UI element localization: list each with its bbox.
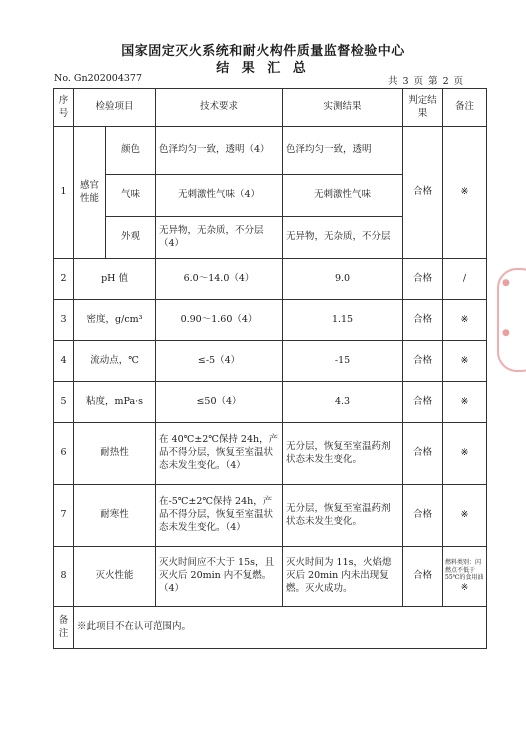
cell-item: 灭火性能 xyxy=(74,547,156,607)
header-result: 实测结果 xyxy=(283,89,403,127)
footer-note: ※此项目不在认可范围内。 xyxy=(74,607,487,649)
cell-requirement: 在-5℃±2℃保持 24h，产品不得分层，恢复至室温状态未发生变化。（4） xyxy=(156,485,283,547)
cell-result: 色泽均匀一致，透明 xyxy=(283,127,403,175)
table-row xyxy=(54,259,487,300)
cell-requirement: 无异物，无杂质，不分层（4） xyxy=(156,217,283,259)
cell-result: 1.15 xyxy=(283,300,403,341)
cell-item: 流动点，℃ xyxy=(74,341,156,382)
cell-judgement: 合格 xyxy=(403,382,443,423)
cell-judgement: 合格 xyxy=(403,341,443,382)
cell-seq: 4 xyxy=(54,341,74,382)
page-indicator: 共 3 页 第 2 页 xyxy=(388,76,464,87)
report-number: No. Gn202004377 xyxy=(54,73,143,84)
cell-seq: 8 xyxy=(54,547,74,607)
footer-label: 备注 xyxy=(54,607,74,649)
table-row xyxy=(54,423,487,485)
cell-requirement: ≤-5（4） xyxy=(156,341,283,382)
table-row xyxy=(54,547,487,607)
results-table xyxy=(53,88,487,649)
cell-sub-item: 颜色 xyxy=(106,127,156,175)
remark-mark: ※ xyxy=(460,583,469,594)
cell-requirement: 在 40℃±2℃保持 24h，产品不得分层，恢复至室温状态未发生变化。（4） xyxy=(156,423,283,485)
cell-result: 无分层，恢复至室温药剂状态未发生变化。 xyxy=(283,485,403,547)
cell-judgement: 合格 xyxy=(403,423,443,485)
cell-result: 无分层，恢复至室温药剂状态未发生变化。 xyxy=(283,423,403,485)
cell-result: 无异物，无杂质，不分层 xyxy=(283,217,403,259)
cell-seq: 7 xyxy=(54,485,74,547)
header-row xyxy=(54,89,487,127)
cell-judgement: 合格 xyxy=(403,259,443,300)
header-remark: 备注 xyxy=(443,89,487,127)
cell-requirement: 灭火时间应不大于 15s，且灭火后 20min 内不复燃。（4） xyxy=(156,547,283,607)
cell-result: -15 xyxy=(283,341,403,382)
header-seq: 序号 xyxy=(54,89,74,127)
cell-remark: ※ xyxy=(443,300,487,341)
stamp-mark: ● xyxy=(502,278,510,288)
cell-group-label: 感官性能 xyxy=(74,127,106,259)
remark-note: 燃料类别：闪燃点不低于 55℃的食用油 xyxy=(445,558,484,582)
cell-remark: ※ xyxy=(443,382,487,423)
table-row xyxy=(54,485,487,547)
cell-remark: / xyxy=(443,259,487,300)
cell-requirement: 6.0～14.0（4） xyxy=(156,259,283,300)
cell-sub-item: 外观 xyxy=(106,217,156,259)
cell-remark: ※ xyxy=(443,127,487,259)
cell-item: 密度，g/cm³ xyxy=(74,300,156,341)
cell-result: 9.0 xyxy=(283,259,403,300)
cell-seq: 6 xyxy=(54,423,74,485)
cell-result: 灭火时间为 11s，火焰熄灭后 20min 内未出现复燃。灭火成功。 xyxy=(283,547,403,607)
cell-requirement: 无刺激性气味（4） xyxy=(156,175,283,217)
report-title: 国家固定灭火系统和耐火构件质量监督检验中心 xyxy=(121,44,405,59)
cell-seq: 5 xyxy=(54,382,74,423)
cell-remark: ※ xyxy=(443,485,487,547)
table-row xyxy=(54,127,487,175)
header-judgement: 判定结果 xyxy=(403,89,443,127)
cell-judgement: 合格 xyxy=(403,547,443,607)
cell-judgement: 合格 xyxy=(403,485,443,547)
table-row xyxy=(54,341,487,382)
table-row xyxy=(54,300,487,341)
cell-judgement: 合格 xyxy=(403,127,443,259)
cell-judgement: 合格 xyxy=(403,300,443,341)
stamp-mark: ● xyxy=(502,328,510,338)
cell-remark xyxy=(443,547,487,607)
header-requirement: 技术要求 xyxy=(156,89,283,127)
report-subtitle: 结 果 汇 总 xyxy=(216,61,310,76)
cell-result: 无刺激性气味 xyxy=(283,175,403,217)
cell-seq: 3 xyxy=(54,300,74,341)
cell-result: 4.3 xyxy=(283,382,403,423)
header-item: 检验项目 xyxy=(74,89,156,127)
cell-item: 耐热性 xyxy=(74,423,156,485)
cell-remark: ※ xyxy=(443,341,487,382)
cell-item: 粘度，mPa·s xyxy=(74,382,156,423)
footer-row xyxy=(54,607,487,649)
cell-item: 耐寒性 xyxy=(74,485,156,547)
cell-requirement: 0.90～1.60（4） xyxy=(156,300,283,341)
cell-item: pH 值 xyxy=(74,259,156,300)
cell-remark: ※ xyxy=(443,423,487,485)
cell-seq: 2 xyxy=(54,259,74,300)
table-row xyxy=(54,382,487,423)
cell-sub-item: 气味 xyxy=(106,175,156,217)
cell-requirement: ≤50（4） xyxy=(156,382,283,423)
cell-seq: 1 xyxy=(54,127,74,259)
cell-requirement: 色泽均匀一致，透明（4） xyxy=(156,127,283,175)
stamp-image xyxy=(497,268,526,372)
